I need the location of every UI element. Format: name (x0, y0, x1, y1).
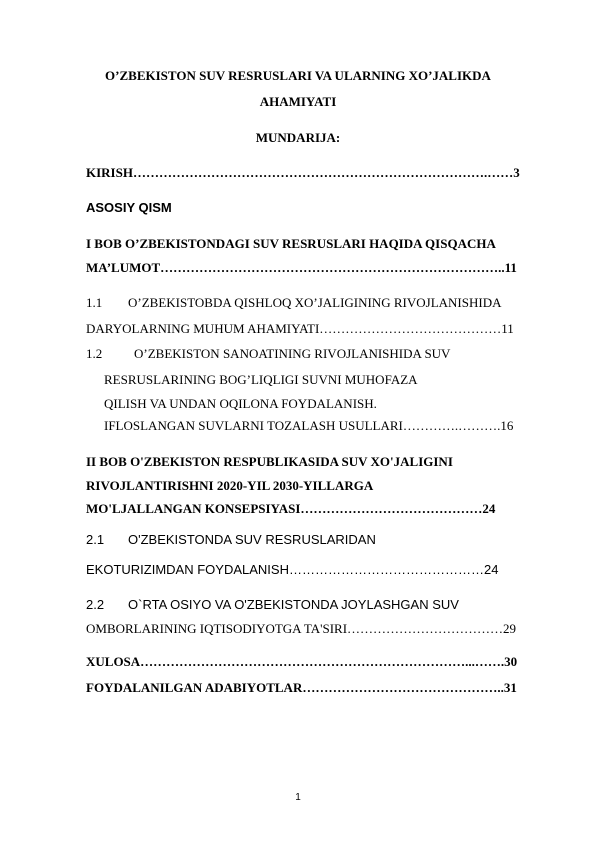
toc-chapter-2-line-2: RIVOJLANTIRISHNI 2020-YIL 2030-YILLARGA (86, 478, 374, 493)
section-number: 1.2 (86, 346, 103, 361)
toc-section-1-1 (86, 295, 556, 311)
toc-section-1-2-line-2: RESRUSLARINING BOG’LIQLIGI SUVNI MUHOFAZA (104, 372, 418, 387)
section-title: O’ZBEKISTOBDA QISHLOQ XO’JALIGINING RIVOJLANISHIDA (128, 295, 502, 310)
toc-intro: KIRISH……………………………………………………………………….……3 (86, 165, 520, 180)
page-number: 1 (295, 792, 301, 803)
toc-references: FOYDALANILGAN ADABIYOTLAR………………………………………..31 (86, 680, 517, 695)
toc-section-2-2 (86, 597, 556, 613)
section-title: O'ZBEKISTONDA SUV RESRUSLARIDAN (128, 532, 376, 547)
toc-main-part: ASOSIY QISM (86, 200, 172, 215)
toc-section-1-2-line-3: QILISH VA UNDAN OQILONA FOYDALANISH. (104, 396, 377, 411)
toc-section-1-2 (86, 346, 556, 362)
title-line-2: AHAMIYATI (259, 94, 337, 109)
toc-chapter-1-line-2: MA’LUMOT……………………………………………………………………..11 (86, 260, 517, 275)
contents-heading: MUNDARIJA: (255, 130, 341, 145)
toc-section-1-1-line-2: DARYOLARNING MUHUM AHAMIYATI……………………………………11 (86, 321, 514, 336)
toc-section-1-2-line-4: IFLOSLANGAN SUVLARNI TOZALASH USULLARI………….……….16 (104, 418, 514, 433)
toc-chapter-2-line-1: II BOB O'ZBEKISTON RESPUBLIKASIDA SUV XO'JALIGINI (86, 454, 453, 469)
section-number: 2.1 (86, 532, 105, 547)
toc-section-2-2-line-2: OMBORLARINING IQTISODIYOTGA TA'SIRI………………………………29 (86, 621, 517, 636)
section-number: 1.1 (86, 295, 103, 310)
toc-chapter-1-line-1: I BOB O’ZBEKISTONDAGI SUV RESRUSLARI HAQIDA QISQACHA (86, 236, 496, 251)
toc-section-2-1 (86, 532, 556, 548)
toc-chapter-2-line-3: MO'LJALLANGAN KONSEPSIYASI……………………………………24 (86, 501, 496, 516)
section-number: 2.2 (86, 597, 105, 612)
section-title: O’ZBEKISTON SANOATINING RIVOJLANISHIDA SUV (134, 346, 451, 361)
toc-section-2-1-line-2: EKOTURIZIMDAN FOYDALANISH………………………………………24 (86, 562, 499, 577)
toc-conclusion: XULOSA…………………………………………………………………...…….30 (86, 654, 518, 669)
section-title: O`RTA OSIYO VA O'ZBEKISTONDA JOYLASHGAN SUV (128, 597, 459, 612)
title-line-1: O’ZBEKISTON SUV RESRUSLARI VA ULARNING XO’JALIKDA (105, 68, 491, 83)
